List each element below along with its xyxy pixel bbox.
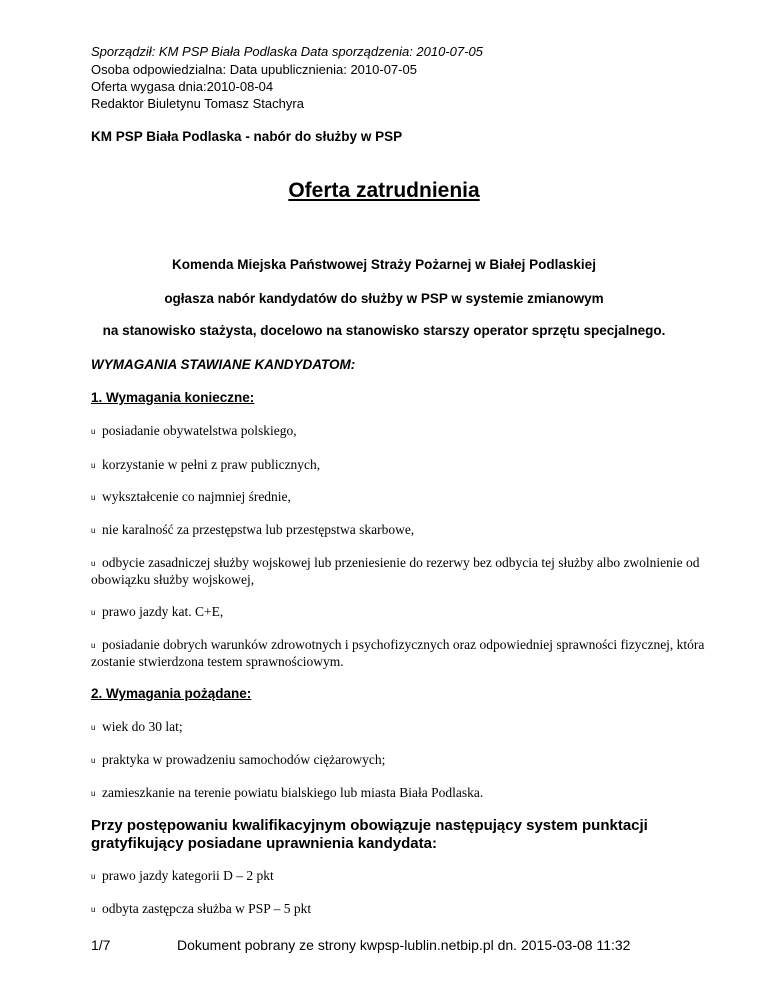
list-item: u prawo jazdy kat. C+E,	[91, 604, 224, 619]
meta-line-author: Sporządził: KM PSP Biała Podlaska Data sporządzenia: 2010-07-05	[91, 44, 483, 59]
list-item: u posiadanie obywatelstwa polskiego,	[91, 423, 297, 438]
bullet-icon: u	[91, 559, 96, 568]
list-item: u prawo jazdy kategorii D – 2 pkt	[91, 868, 274, 883]
bullet-icon: u	[91, 641, 96, 650]
meta-line-editor: Redaktor Biuletynu Tomasz Stachyra	[91, 96, 304, 111]
list-item: u posiadanie dobrych warunków zdrowotnych i psychofizycznych oraz odpowiedniej sprawności fizycznej, która zostanie stwierdzona testem sprawnościowym.	[91, 637, 705, 669]
list-item: u wiek do 30 lat;	[91, 719, 183, 734]
list-item: u odbycie zasadniczej służby wojskowej lub przeniesienie do rezerwy bez odbycia tej służby albo zwolnienie od obowiązku służby wojskowej,	[91, 555, 700, 587]
page-title: Oferta zatrudnienia	[288, 179, 480, 202]
bullet-icon: u	[91, 493, 96, 502]
bullet-icon: u	[91, 427, 96, 436]
bullet-icon: u	[91, 461, 96, 470]
list-item: u praktyka w prowadzeniu samochodów ciężarowych;	[91, 752, 386, 767]
bullet-icon: u	[91, 723, 96, 732]
required-heading: 1. Wymagania konieczne:	[91, 390, 255, 405]
intro-line-1: Komenda Miejska Państwowej Straży Pożarnej w Białej Podlaskiej	[172, 257, 596, 272]
list-item: u zamieszkanie na terenie powiatu bialskiego lub miasta Biała Podlaska.	[91, 785, 484, 800]
intro-line-3: na stanowisko stażysta, docelowo na stanowisko starszy operator sprzętu specjalnego.	[102, 323, 666, 338]
list-item: u odbyta zastępcza służba w PSP – 5 pkt	[91, 901, 312, 916]
list-item: u wykształcenie co najmniej średnie,	[91, 489, 291, 504]
bullet-icon: u	[91, 789, 96, 798]
page-number: 1/7	[91, 937, 111, 953]
points-heading: Przy postępowaniu kwalifikacyjnym obowiązuje następujący system punktacji gratyfikujący posiadane uprawnienia kandydata:	[91, 817, 648, 852]
list-item: u korzystanie w pełni z praw publicznych,	[91, 457, 321, 472]
bullet-icon: u	[91, 872, 96, 881]
bullet-icon: u	[91, 526, 96, 535]
intro-line-2: ogłasza nabór kandydatów do służby w PSP w systemie zmianowym	[164, 291, 604, 306]
bullet-icon: u	[91, 905, 96, 914]
bullet-icon: u	[91, 608, 96, 617]
meta-line-responsible: Osoba odpowiedzialna: Data upublicznienia: 2010-07-05	[91, 62, 417, 77]
footer-source: Dokument pobrany ze strony kwpsp-lublin.netbip.pl dn. 2015-03-08 11:32	[177, 937, 631, 953]
list-item: u nie karalność za przestępstwa lub przestępstwa skarbowe,	[91, 522, 415, 537]
desired-heading: 2. Wymagania pożądane:	[91, 686, 252, 701]
requirements-heading: WYMAGANIA STAWIANE KANDYDATOM:	[91, 357, 356, 372]
bullet-icon: u	[91, 756, 96, 765]
subject-line: KM PSP Biała Podlaska - nabór do służby w PSP	[91, 129, 403, 144]
meta-line-expires: Oferta wygasa dnia:2010-08-04	[91, 79, 274, 94]
